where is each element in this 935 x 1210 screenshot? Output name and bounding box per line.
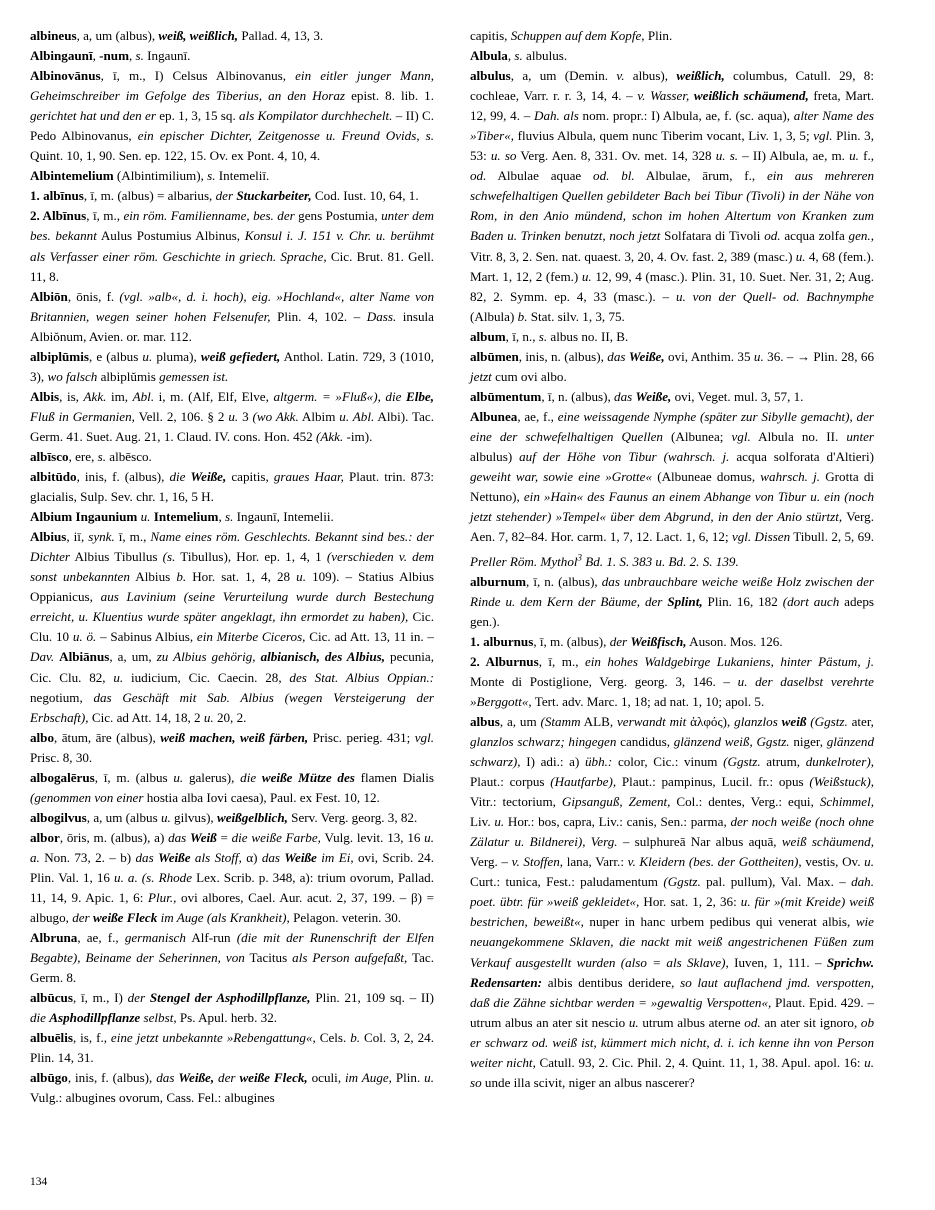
- dictionary-entry-alburnus-1: 1. alburnus, ī, m. (albus), der Weißfisch, Auson. Mos. 126.: [470, 633, 783, 649]
- dictionary-entry-album: album, ī, n., s. albus no. II, B.: [470, 328, 629, 344]
- dictionary-entry-albiplumis: albiplūmis, e (albus u. pluma), weiß gefiedert, Anthol. Latin. 729, 3 (1010, 3), wo falsch albiplŭmis gemessen ist.: [30, 348, 434, 384]
- left-text-column: [30, 26, 434, 1166]
- dictionary-entry-albulus: albulus, a, um (Demin. v. albus), weißlich, columbus, Catull. 29, 8: cochleae, Varr. r. r. 3, 14, 4. – v. Wasser, weißlich schäumend, freta, Mart. 12, 99, 4. – Dah. als nom. propr.: I) Albula, ae, f. (sc. aqua), alter Name des »Tiber«, fluvius Albula, quem nunc Tiberim vocant, Liv. 1, 3, 5; vgl. Plin. 3, 53: u. so Verg. Aen. 8, 331. Ov. met. 14, 328 u. s. – II) Albula, ae, m. u. f., od. Albulae aquae od. bl. Albulae, ārum, f., ein aus mehreren schwefelhaltigen Quellen gebildeter Bach bei Tibur (Tivoli) in der Nähe von Rom, in den Anio mündend, schon im hohen Altertum von Kranken zum Baden u. Trinken benutzt, noch jetzt Solfatara di Tivoli od. acqua zolfa gen., Vitr. 8, 3, 2. Sen. nat. quaest. 3, 20, 4. Ov. fast. 2, 389 (masc.) u. 4, 68 (fem.). Mart. 1, 12, 2 (fem.) u. 12, 99, 4 (masc.). Plin. 31, 10. Suet. Ner. 31, 2; Aug. 82, 2. Symm. ep. 4, 33 (masc.). – u. von der Quell- od. Bachnymphe (Albula) b. Stat. silv. 1, 3, 75.: [470, 68, 875, 324]
- dictionary-entry-albitudo: albitūdo, inis, f. (albus), die Weiße, capitis, graues Haar, Plaut. trin. 873: glacialis, Sulp. Sev. chr. 1, 16, 5 H.: [30, 469, 435, 505]
- page-number: 134: [30, 1176, 48, 1188]
- dictionary-entry-albius: Albius, iī, synk. ī, m., Name eines röm. Geschlechts. Bekannt sind bes.: der Dichter Albius Tibullus (s. Tibullus), Hor. ep. 1, 4, 1 (verschieden v. dem sonst unbekannten Albius b. Hor. sat. 1, 4, 28 u. 109). – Statius Albius Oppianicus, aus Lavinium (seine Verurteilung wurde durch Bestechung erreicht, u. Kluentius wurde später angeklagt, ihn ermordet zu haben), Cic. Clu. 10 u. ö. – Sabinus Albius, ein Miterbe Ciceros, Cic. ad Att. 13, 11 in. – Dav. Albiānus, a, um, zu Albius gehörig, albianisch, des Albius, pecunia, Cic. Clu. 82, u. iudicium, Cic. Caecin. 28, des Stat. Albius Oppian.: negotium, das Geschäft mit Sab. Albius (wegen Versteigerung der Erbschaft), Cic. ad Att. 14, 18, 2 u. 20, 2.: [30, 529, 435, 725]
- dictionary-entry-albintemelium: Albintemelium (Albintimilium), s. Intemeliī.: [30, 168, 270, 184]
- right-text-column: [470, 26, 874, 1166]
- dictionary-entry-albumentum: albūmentum, ī, n. (albus), das Weiße, ovi, Veget. mul. 3, 57, 1.: [470, 388, 804, 404]
- dictionary-entry-alburnum: alburnum, ī, n. (albus), das unbrauchbare weiche weiße Holz zwischen der Rinde u. dem Kern der Bäume, der Splint, Plin. 16, 182 (dort auch adeps gen.).: [470, 573, 875, 629]
- two-column-body: [30, 26, 906, 1166]
- dictionary-entry-albuelis: albuēlis, is, f., eine jetzt unbekannte »Rebengattung«, Cels. b. Col. 3, 2, 24. Plin. 14, 31.: [30, 1030, 434, 1066]
- dictionary-entry-albinus-2: 2. Albīnus, ī, m., ein röm. Familienname, bes. der gens Postumia, unter dem bes. bekannt Aulus Postumius Albinus, Konsul i. J. 151 v. Chr. u. berühmt als Verfasser einer röm. Geschichte in griech. Sprache, Cic. Brut. 81. Gell. 11, 8.: [30, 208, 434, 284]
- dictionary-entry-albinovanus: Albinovānus, ī, m., I) Celsus Albinovanus, ein eitler junger Mann, Geheimschreiber im Gefolge des Tiberius, an den Horaz epist. 8. lib. 1. gerichtet hat und den er ep. 1, 3, 15 sq. als Kompilator durchhechelt. – II) C. Pedo Albinovanus, ein epischer Dichter, Zeitgenosse u. Freund Ovids, s. Quint. 10, 1, 90. Sen. ep. 122, 15. Ov. ex Pont. 4, 10, 4.: [30, 68, 434, 164]
- dictionary-entry-albumen: albūmen, inis, n. (albus), das Weiße, ovi, Anthim. 35 u. 36. – → Plin. 28, 66 jetzt cum ovi albo.: [470, 348, 874, 384]
- dictionary-entry-albogalerus: albogalērus, ī, m. (albus u. galerus), die weiße Mütze des flamen Dialis (genommen von einer hostia alba Iovi caesa), Paul. ex Fest. 10, 12.: [30, 769, 434, 805]
- dictionary-entry-albogilvus: albogilvus, a, um (albus u. gilvus), weißgelblich, Serv. Verg. georg. 3, 82.: [30, 809, 418, 825]
- dictionary-entry-albruna: Albruna, ae, f., germanisch Alf-run (die mit der Runenschrift der Elfen Begabte), Beiname der Seherinnen, von Tacitus als Person aufgefaßt, Tac. Germ. 8.: [30, 930, 434, 986]
- dictionary-entry-albor: albor, ōris, m. (albus), a) das Weiß = die weiße Farbe, Vulg. levit. 13, 16 u. a. Non. 73, 2. – b) das Weiße als Stoff, α) das Weiße im Ei, ovi, Scrib. 24. Plin. Val. 1, 16 u. a. (s. Rhode Lex. Scrib. p. 348, a): trium ovorum, Pallad. 11, 14, 9. Apic. 1, 6: Plur., ovi albores, Cael. Aur. acut. 2, 37, 199. – β) = albugo, der weiße Fleck im Auge (als Krankheit), Pelagon. veterin. 30.: [30, 829, 435, 926]
- dictionary-entry-albium-ingaunium: Albium Ingaunium u. Intemelium, s. Ingaunī, Intemelii.: [30, 509, 334, 525]
- dictionary-entry-albus: albus, a, um (Stamm ALB, verwandt mit ἀλφός), glanzlos weiß (Ggstz. ater, glanzlos schwarz; hingegen candidus, glänzend weiß, Ggstz. niger, glänzend schwarz), I) adi.: a) übh.: color, Cic.: vinum (Ggstz. atrum, dunkelroter), Plaut.: corpus (Hautfarbe), Plaut.: pampinus, Lucil. fr.: opus (Weißstuck), Vitr.: tectorium, Gipsanguß, Zement, Col.: dentes, Verg.: equi, Schimmel, Liv. u. Hor.: bos, capra, Liv.: canis, Sen.: parma, der noch weiße (noch ohne Zälatur u. Bildnerei), Verg. – sulphureā Nar albus aquā, weiß schäumend, Verg. – v. Stoffen, lana, Varr.: v. Kleidern (bes. der Gottheiten), vestis, Ov. u. Curt.: tunica, Fest.: paludamentum (Ggstz. pal. pullum), Val. Max. – dah. poet. übtr. für »weiß gekleidet«, Hor. sat. 1, 2, 36: u. für »(mit Kreide) weiß bestrichen, beweißt«, nuper in hanc urbem pedibus qui venerat albis, wie neuangekommene Sklaven, die nackt mit weiß angestrichenen Füßen zum Verkauf ausgestellt wurden (also = als Sklave), Iuven, 1, 111. – Sprichw. Redensarten: albis dentibus deridere, so laut auflachend jmd. verspotten, daß die Zähne sichtbar werden = »gewaltig Verspotten«, Plaut. Epid. 429. – utrum albus an ater sit nescio u. utrum albus aterne od. an ater sit ignoro, ob er schwarz od. weiß ist, kümmert mich nicht, d. i. ich kenne ihn von Person weiter nicht, Catull. 93, 2. Cic. Phil. 2, 4. Quint. 11, 1, 38. Apul. apol. 16: u. so unde illa scivit, niger an albus nascerer?: [470, 713, 875, 1090]
- dictionary-entry-albugo: albūgo, inis, f. (albus), das Weiße, der weiße Fleck, oculi, im Auge, Plin. u. Vulg.: albugines ovorum, Cass. Fel.: albugines: [30, 1070, 434, 1106]
- dictionary-entry-albingauni: Albingaunī, -num, s. Ingaunī.: [30, 48, 191, 64]
- dictionary-entry-albula-ref: Albula, s. albulus.: [470, 48, 568, 64]
- dictionary-entry-albisco: albīsco, ere, s. albēsco.: [30, 448, 152, 464]
- dictionary-entry-albo: albo, ātum, āre (albus), weiß machen, weiß färben, Prisc. perieg. 431; vgl. Prisc. 8, 30.: [30, 729, 434, 765]
- dictionary-entry-albucus: albūcus, ī, m., I) der Stengel der Asphodillpflanze, Plin. 21, 109 sq. – II) die Asphodillpflanze selbst, Ps. Apul. herb. 32.: [30, 990, 435, 1026]
- entry-continuation: capitis, Schuppen auf dem Kopfe, Plin.: [470, 28, 673, 43]
- dictionary-entry-albunea: Albunea, ae, f., eine weissagende Nymphe (später zur Sibylle gemacht), der eine der schwefelhaltigen Quellen (Albunea; vgl. Albula no. II. unter albulus) auf der Höhe von Tibur (wahrsch. j. acqua solforata d'Altieri) geweiht war, sowie eine »Grotte« (Albuneae domus, wahrsch. j. Grotta di Nettuno), ein »Hain« des Faunus an einem Abhange von Tibur u. ein (noch jetzt stehender) »Tempel« über dem Abgrund, in den der Anio stürtzt, Verg. Aen. 7, 82–84. Hor. carm. 1, 7, 12. Lact. 1, 6, 12; vgl. Dissen Tibull. 2, 5, 69. Preller Röm. Mythol$^3$ Bd. 1. S. 383 u. Bd. 2. S. 139.: [470, 408, 875, 569]
- dictionary-entry-albion: Albiōn, ōnis, f. (vgl. »alb«, d. i. hoch), eig. »Hochland«, alter Name von Britannien, wegen seiner hohen Felsenufer, Plin. 4, 102. – Dass. insula Albiŏnum, Avien. or. mar. 112.: [30, 288, 435, 344]
- dictionary-entry-alburnus-2: 2. Alburnus, ī, m., ein hohes Waldgebirge Lukaniens, hinter Pästum, j. Monte di Postiglione, Verg. georg. 3, 146. – u. der daselbst verehrte »Berggott«, Tert. adv. Marc. 1, 18; ad nat. 1, 10; apol. 5.: [470, 653, 874, 709]
- dictionary-entry-albineus: albineus, a, um (albus), weiß, weißlich, Pallad. 4, 13, 3.: [30, 28, 324, 43]
- dictionary-entry-albis: Albis, is, Akk. im, Abl. i, m. (Alf, Elf, Elve, altgerm. = »Fluß«), die Elbe, Fluß in Germanien, Vell. 2, 106. § 2 u. 3 (wo Akk. Albim u. Abl. Albi). Tac. Germ. 41. Suet. Aug. 21, 1. Claud. IV. cons. Hon. 452 (Akk. -im).: [30, 388, 434, 444]
- dictionary-entry-albinus-1: 1. albīnus, ī, m. (albus) = albarius, der Stuckarbeiter, Cod. Iust. 10, 64, 1.: [30, 188, 419, 204]
